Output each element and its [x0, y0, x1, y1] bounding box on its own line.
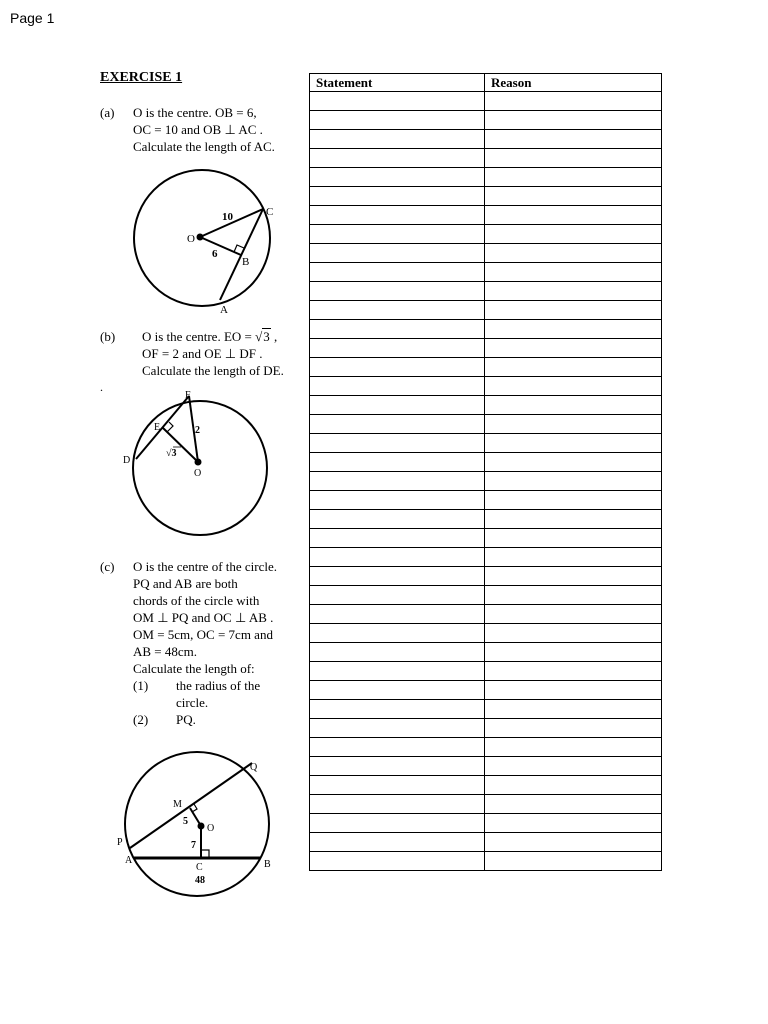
statement-cell[interactable] — [310, 206, 485, 225]
statement-cell[interactable] — [310, 472, 485, 491]
figure-c-label-b: B — [264, 859, 271, 870]
figure-a-label-b: B — [242, 256, 250, 268]
figure-b-label-e: E — [154, 422, 161, 433]
statement-cell[interactable] — [310, 529, 485, 548]
table-row — [310, 681, 662, 700]
reason-cell[interactable] — [485, 187, 662, 206]
question-b-line: Calculate the length of DE. — [142, 363, 284, 378]
reason-cell[interactable] — [485, 244, 662, 263]
table-row — [310, 624, 662, 643]
reason-cell[interactable] — [485, 510, 662, 529]
exercise-title: EXERCISE 1 — [100, 70, 183, 85]
statement-cell[interactable] — [310, 244, 485, 263]
table-row — [310, 282, 662, 301]
table-row — [310, 719, 662, 738]
statement-cell[interactable] — [310, 111, 485, 130]
statement-cell[interactable] — [310, 757, 485, 776]
figure-c-label-o: O — [207, 823, 215, 834]
statement-cell[interactable] — [310, 700, 485, 719]
statement-cell[interactable] — [310, 852, 485, 871]
question-a-line: O is the centre. OB = 6, — [133, 105, 257, 120]
statement-cell[interactable] — [310, 548, 485, 567]
table-row — [310, 92, 662, 111]
figure-a-label-ob-length: 6 — [212, 248, 218, 260]
question-c-line: AB = 48cm. — [133, 644, 198, 659]
sqrt-radicand: 3 — [263, 329, 270, 344]
statement-cell[interactable] — [310, 776, 485, 795]
question-b-tag: (b) — [100, 329, 116, 344]
statement-cell[interactable] — [310, 624, 485, 643]
question-c-line: PQ and AB are both — [133, 576, 238, 591]
table-row — [310, 757, 662, 776]
reason-cell[interactable] — [485, 339, 662, 358]
reason-cell[interactable] — [485, 149, 662, 168]
statement-cell[interactable] — [310, 320, 485, 339]
statement-cell[interactable] — [310, 814, 485, 833]
table-row — [310, 206, 662, 225]
reason-cell[interactable] — [485, 301, 662, 320]
figure-a-line-ob — [200, 237, 241, 255]
statement-cell[interactable] — [310, 130, 485, 149]
reason-cell[interactable] — [485, 168, 662, 187]
reason-cell[interactable] — [485, 643, 662, 662]
statement-cell[interactable] — [310, 263, 485, 282]
table-row — [310, 377, 662, 396]
table-row — [310, 605, 662, 624]
reason-cell[interactable] — [485, 776, 662, 795]
question-c-part-1 — [133, 677, 277, 694]
statement-cell[interactable] — [310, 681, 485, 700]
reason-cell[interactable] — [485, 662, 662, 681]
reason-cell[interactable] — [485, 719, 662, 738]
reason-cell[interactable] — [485, 358, 662, 377]
sqrt-symbol: √3 — [255, 329, 270, 344]
part-number: (1) — [133, 678, 149, 693]
reason-cell[interactable] — [485, 567, 662, 586]
table-row — [310, 472, 662, 491]
question-b-text — [142, 328, 284, 379]
table-row — [310, 738, 662, 757]
stray-mark: . — [100, 380, 103, 394]
reason-cell[interactable] — [485, 206, 662, 225]
table-row — [310, 301, 662, 320]
reason-cell[interactable] — [485, 396, 662, 415]
reason-cell[interactable] — [485, 833, 662, 852]
table-row — [310, 130, 662, 149]
table-row — [310, 434, 662, 453]
table-row — [310, 111, 662, 130]
statement-cell[interactable] — [310, 453, 485, 472]
question-c-line: OM ⊥ PQ and OC ⊥ AB . — [133, 610, 274, 625]
statement-cell[interactable] — [310, 282, 485, 301]
reason-cell[interactable] — [485, 681, 662, 700]
question-c-line: Calculate the length of: — [133, 661, 255, 676]
table-row — [310, 320, 662, 339]
table-row — [310, 168, 662, 187]
figure-c-centre-dot — [198, 823, 205, 830]
reason-cell[interactable] — [485, 852, 662, 871]
question-c-line: chords of the circle with — [133, 593, 260, 608]
figure-b-eo-sqrt-radicand: 3 — [171, 448, 177, 459]
figure-b-label-eo-length: √3 — [166, 448, 177, 459]
figure-a-centre-dot — [197, 234, 204, 241]
reason-cell[interactable] — [485, 795, 662, 814]
statement-cell[interactable] — [310, 377, 485, 396]
table-row — [310, 833, 662, 852]
table-row — [310, 491, 662, 510]
table-row — [310, 453, 662, 472]
figure-b-label-of-length: 2 — [195, 425, 200, 436]
statement-cell[interactable] — [310, 92, 485, 111]
figure-c-label-oc-length: 7 — [191, 840, 196, 851]
statement-reason-table — [309, 73, 662, 871]
statement-cell[interactable] — [310, 605, 485, 624]
table-row — [310, 225, 662, 244]
statement-cell[interactable] — [310, 149, 485, 168]
reason-cell[interactable] — [485, 130, 662, 149]
question-c-part-2 — [133, 711, 277, 728]
reason-cell[interactable] — [485, 624, 662, 643]
figure-b-label-d: D — [123, 455, 131, 466]
question-c-text — [133, 558, 277, 728]
figure-c-label-p: P — [117, 837, 123, 848]
figure-b-centre-dot — [195, 459, 202, 466]
statement-cell[interactable] — [310, 662, 485, 681]
figure-b-line-df — [136, 396, 189, 459]
reason-cell[interactable] — [485, 472, 662, 491]
statement-cell[interactable] — [310, 415, 485, 434]
question-c-tag: (c) — [100, 559, 115, 574]
reason-cell[interactable] — [485, 586, 662, 605]
question-a-tag: (a) — [100, 105, 115, 120]
table-row — [310, 339, 662, 358]
question-c-line: O is the centre of the circle. — [133, 559, 278, 574]
table-row — [310, 510, 662, 529]
table-row — [310, 814, 662, 833]
figure-b-label-f: F — [185, 390, 191, 401]
question-b-line1-prefix: O is the centre. EO = — [142, 329, 256, 344]
reason-cell[interactable] — [485, 92, 662, 111]
statement-cell[interactable] — [310, 187, 485, 206]
reason-cell[interactable] — [485, 453, 662, 472]
reason-cell[interactable] — [485, 491, 662, 510]
statement-cell[interactable] — [310, 567, 485, 586]
table-row — [310, 586, 662, 605]
table-row — [310, 567, 662, 586]
reason-cell[interactable] — [485, 434, 662, 453]
reason-cell[interactable] — [485, 377, 662, 396]
reason-cell[interactable] — [485, 320, 662, 339]
statement-cell[interactable] — [310, 491, 485, 510]
table-row — [310, 643, 662, 662]
statement-cell[interactable] — [310, 339, 485, 358]
question-c-line: OM = 5cm, OC = 7cm and — [133, 627, 273, 642]
table-row — [310, 776, 662, 795]
page-label: Page 1 — [10, 10, 55, 26]
question-b-line — [142, 328, 284, 345]
reason-cell[interactable] — [485, 282, 662, 301]
reason-cell[interactable] — [485, 757, 662, 776]
figure-c-chord-pq — [130, 763, 252, 848]
statement-cell[interactable] — [310, 225, 485, 244]
question-c-part-1-cont — [133, 694, 277, 711]
reason-header: Reason — [485, 74, 662, 92]
table-row — [310, 529, 662, 548]
figure-c-label-om-length: 5 — [183, 816, 188, 827]
table-row — [310, 263, 662, 282]
figure-a-label-oc-length: 10 — [222, 211, 233, 223]
statement-cell[interactable] — [310, 586, 485, 605]
table-row — [310, 548, 662, 567]
table-header-row — [310, 74, 662, 92]
table-row — [310, 244, 662, 263]
part-text: PQ. — [176, 712, 196, 727]
statement-cell[interactable] — [310, 833, 485, 852]
part-number: (2) — [133, 712, 149, 727]
table-row — [310, 149, 662, 168]
figure-b-label-o: O — [194, 468, 202, 479]
statement-cell[interactable] — [310, 643, 485, 662]
statement-cell[interactable] — [310, 795, 485, 814]
table-row — [310, 187, 662, 206]
table-row — [310, 358, 662, 377]
reason-cell[interactable] — [485, 548, 662, 567]
table-row — [310, 795, 662, 814]
table-body — [310, 92, 662, 871]
table-row — [310, 852, 662, 871]
reason-cell[interactable] — [485, 738, 662, 757]
question-a-line: Calculate the length of AC. — [133, 139, 275, 154]
figure-c-circle-diagram — [112, 744, 282, 904]
table-row — [310, 415, 662, 434]
question-a-line: OC = 10 and OB ⊥ AC . — [133, 122, 263, 137]
reason-cell[interactable] — [485, 415, 662, 434]
reason-cell[interactable] — [485, 605, 662, 624]
statement-cell[interactable] — [310, 738, 485, 757]
part-text: the radius of the — [176, 678, 261, 693]
table-row — [310, 396, 662, 415]
figure-a-label-a: A — [220, 304, 228, 316]
reason-cell[interactable] — [485, 814, 662, 833]
question-b-line1-suffix: , — [270, 329, 278, 344]
reason-cell[interactable] — [485, 225, 662, 244]
figure-c-label-q: Q — [250, 762, 258, 773]
statement-cell[interactable] — [310, 719, 485, 738]
statement-cell[interactable] — [310, 434, 485, 453]
question-b-line: OF = 2 and OE ⊥ DF . — [142, 346, 263, 361]
statement-cell[interactable] — [310, 301, 485, 320]
reason-cell[interactable] — [485, 529, 662, 548]
figure-c-label-ab-length: 48 — [195, 875, 205, 886]
figure-c-label-a: A — [125, 855, 133, 866]
reason-cell[interactable] — [485, 700, 662, 719]
figure-a-circle-diagram — [120, 160, 290, 320]
figure-c-label-c: C — [196, 862, 203, 873]
reason-cell[interactable] — [485, 111, 662, 130]
figure-b-circle-diagram — [118, 386, 278, 546]
statement-cell[interactable] — [310, 510, 485, 529]
statement-cell[interactable] — [310, 396, 485, 415]
figure-a-label-o: O — [187, 233, 195, 245]
statement-cell[interactable] — [310, 358, 485, 377]
statement-cell[interactable] — [310, 168, 485, 187]
statement-header: Statement — [310, 74, 485, 92]
reason-cell[interactable] — [485, 263, 662, 282]
figure-c-label-m: M — [173, 799, 182, 810]
question-a-text — [133, 104, 275, 155]
part-text: circle. — [176, 695, 209, 710]
table-row — [310, 700, 662, 719]
table-row — [310, 662, 662, 681]
figure-a-label-c: C — [266, 206, 274, 218]
figure-b-right-angle-mark — [167, 422, 173, 432]
